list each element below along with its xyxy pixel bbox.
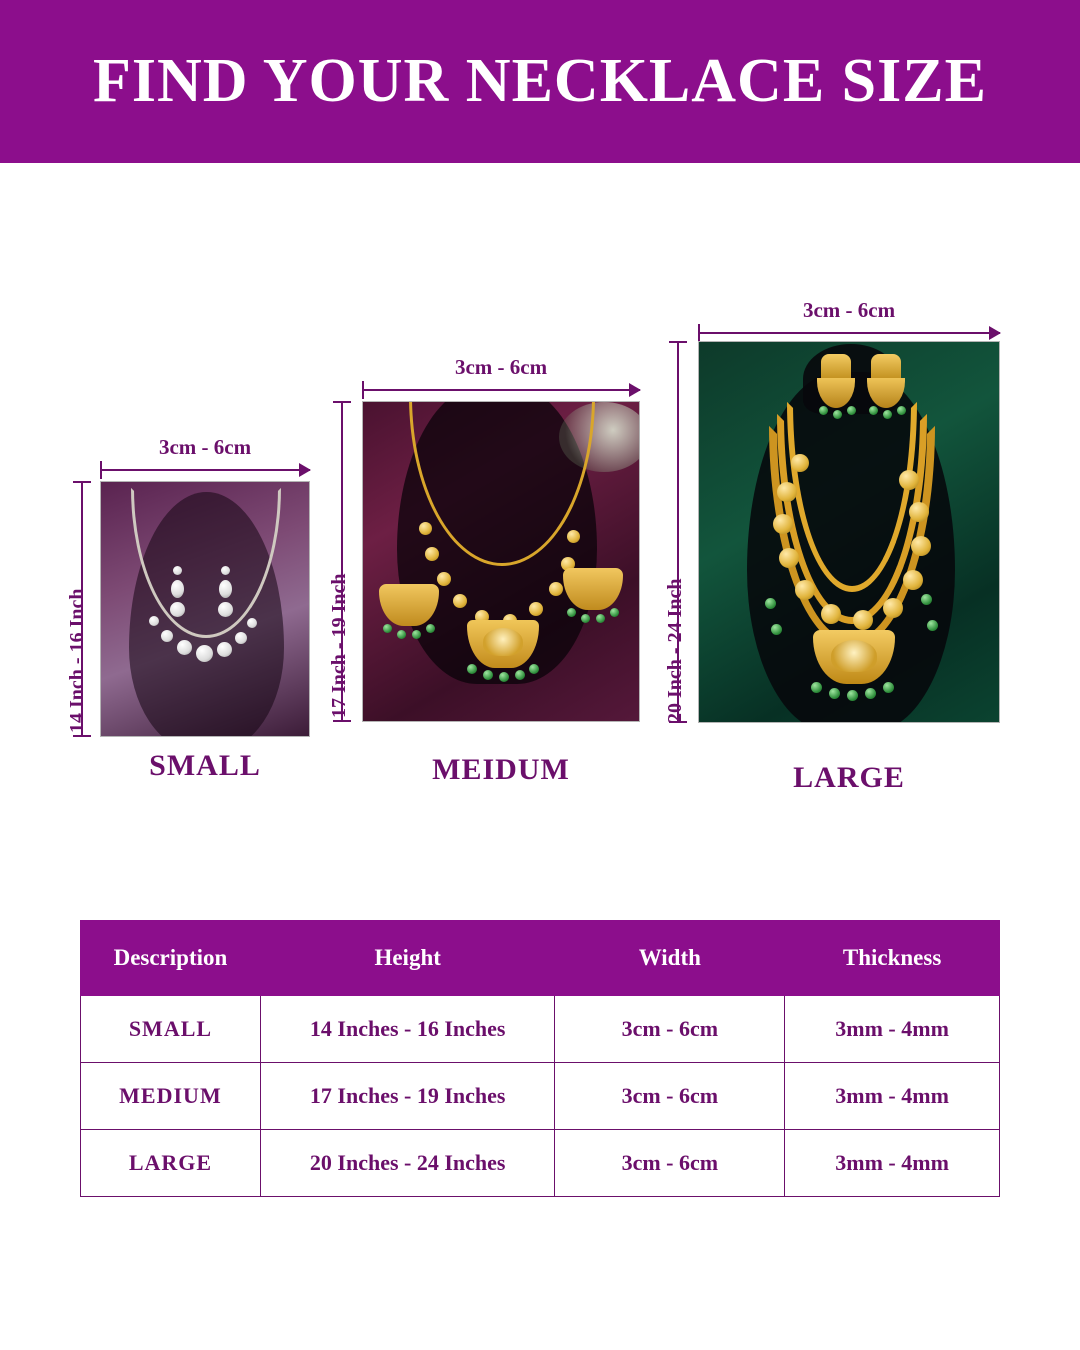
cell-height: 20 Inches - 24 Inches [260,1130,555,1197]
col-thickness: Thickness [785,921,1000,996]
col-height: Height [260,921,555,996]
large-height-label: 20 Inch - 24 Inch [664,578,686,723]
col-description: Description [81,921,261,996]
cell-width: 3cm - 6cm [555,996,785,1063]
small-width-arrow [100,460,310,480]
cell-width: 3cm - 6cm [555,1130,785,1197]
size-table-wrapper [80,920,1000,1197]
size-cards [0,163,1080,863]
cell-description: SMALL [81,996,261,1063]
cell-height: 17 Inches - 19 Inches [260,1063,555,1130]
large-card-title: LARGE [793,761,905,794]
cell-thickness: 3mm - 4mm [785,1063,1000,1130]
cell-width: 3cm - 6cm [555,1063,785,1130]
small-card-title: SMALL [149,749,261,782]
table-row [81,996,1000,1063]
large-width-label: 3cm - 6cm [802,298,896,322]
medium-height-label: 17 Inch - 19 Inch [328,573,350,718]
large-necklace-photo [698,341,1000,723]
cell-height: 14 Inches - 16 Inches [260,996,555,1063]
col-width: Width [555,921,785,996]
large-width-arrow [698,323,1000,343]
table-header-row [81,921,1000,996]
medium-width-label: 3cm - 6cm [454,355,548,379]
table-row [81,1063,1000,1130]
small-width-label: 3cm - 6cm [158,435,252,459]
cell-thickness: 3mm - 4mm [785,1130,1000,1197]
cell-description: LARGE [81,1130,261,1197]
medium-necklace-photo [362,401,640,722]
medium-width-arrow [362,380,640,400]
page-header [0,0,1080,163]
table-row [81,1130,1000,1197]
page-title: FIND YOUR NECKLACE SIZE [93,47,987,115]
cell-thickness: 3mm - 4mm [785,996,1000,1063]
size-table [80,920,1000,1197]
small-necklace-photo [100,481,310,737]
medium-card-title: MEIDUM [432,753,570,786]
small-height-label: 14 Inch - 16 Inch [66,588,88,733]
cell-description: MEDIUM [81,1063,261,1130]
